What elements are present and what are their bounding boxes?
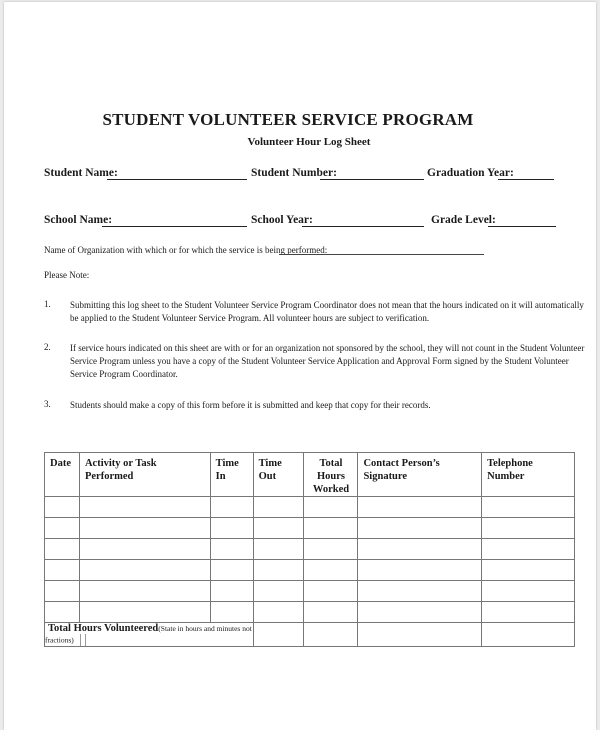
date-cell[interactable] xyxy=(45,581,80,602)
student-number-field[interactable] xyxy=(320,167,424,180)
time-out-cell[interactable] xyxy=(253,602,303,623)
page-title: STUDENT VOLUNTEER SERVICE PROGRAM xyxy=(102,110,474,129)
signature-cell[interactable] xyxy=(358,539,482,560)
school-name-field[interactable] xyxy=(102,214,247,227)
graduation-year-label: Graduation Year: xyxy=(427,167,514,179)
column-header: Telephone Number xyxy=(482,453,575,497)
table-row xyxy=(45,497,575,518)
total-hours-value-cell[interactable] xyxy=(303,623,358,647)
telephone-cell[interactable] xyxy=(482,602,575,623)
telephone-cell[interactable] xyxy=(482,497,575,518)
telephone-cell[interactable] xyxy=(482,518,575,539)
column-header: Date xyxy=(45,453,80,497)
student-name-field[interactable] xyxy=(107,167,247,180)
divider xyxy=(80,634,81,646)
notes-heading: Please Note: xyxy=(44,270,90,280)
school-year-label: School Year: xyxy=(251,214,313,226)
note-text: Students should make a copy of this form before it is submitted and keep that copy for their records. xyxy=(70,400,431,410)
total-hours-row xyxy=(45,623,575,647)
note-text: Submitting this log sheet to the Student Volunteer Service Program Coordinator does not mean that the hours indicated on it will automatically be applied to the Student Volunteer Service Program. All volunteer hours are subject to verification. xyxy=(70,300,584,323)
table-row xyxy=(45,560,575,581)
date-cell[interactable] xyxy=(45,560,80,581)
signature-cell[interactable] xyxy=(358,560,482,581)
column-header: Contact Person’s Signature xyxy=(358,453,482,497)
total-time-out-cell[interactable] xyxy=(253,623,303,647)
activity-cell[interactable] xyxy=(79,602,210,623)
log-sheet-page xyxy=(4,2,596,730)
activity-cell[interactable] xyxy=(79,497,210,518)
activity-cell[interactable] xyxy=(79,581,210,602)
column-header: Time In xyxy=(210,453,253,497)
total-hours-cell[interactable] xyxy=(303,539,358,560)
student-number-label: Student Number: xyxy=(251,167,337,179)
volunteer-log-table xyxy=(44,452,575,647)
time-in-cell[interactable] xyxy=(210,581,253,602)
time-in-cell[interactable] xyxy=(210,602,253,623)
total-hours-cell[interactable] xyxy=(303,518,358,539)
table-row xyxy=(45,539,575,560)
time-out-cell[interactable] xyxy=(253,518,303,539)
note-text: If service hours indicated on this sheet are with or for an organization not sponsored by the school, they will not count in the Student Volunteer Service Program unless you have a copy of the Student Volunteer Service Application and Approval Form signed by the Student Volunteer Service Program Coordinator. xyxy=(70,343,585,379)
time-in-cell[interactable] xyxy=(210,560,253,581)
organization-label: Name of Organization with which or for which the service is being performed: xyxy=(44,245,328,255)
note-number: 2. xyxy=(44,342,51,352)
time-out-cell[interactable] xyxy=(253,581,303,602)
page-subtitle: Volunteer Hour Log Sheet xyxy=(247,136,371,148)
time-in-cell[interactable] xyxy=(210,518,253,539)
total-hours-label: Total Hours Volunteered xyxy=(48,623,159,634)
activity-cell[interactable] xyxy=(79,539,210,560)
signature-cell[interactable] xyxy=(358,497,482,518)
total-signature-cell[interactable] xyxy=(358,623,482,647)
telephone-cell[interactable] xyxy=(482,560,575,581)
table-header-row xyxy=(45,453,575,497)
total-hours-cell[interactable] xyxy=(303,497,358,518)
signature-cell[interactable] xyxy=(358,602,482,623)
note-number: 3. xyxy=(44,399,51,409)
telephone-cell[interactable] xyxy=(482,581,575,602)
total-hours-cell[interactable] xyxy=(303,602,358,623)
column-header: Time Out xyxy=(253,453,303,497)
time-out-cell[interactable] xyxy=(253,560,303,581)
table-row xyxy=(45,602,575,623)
total-hours-cell[interactable] xyxy=(303,560,358,581)
total-hours-note: (State in hours and minutes not fractions) xyxy=(45,624,252,645)
signature-cell[interactable] xyxy=(358,518,482,539)
date-cell[interactable] xyxy=(45,539,80,560)
table-row xyxy=(45,518,575,539)
activity-cell[interactable] xyxy=(79,560,210,581)
date-cell[interactable] xyxy=(45,497,80,518)
date-cell[interactable] xyxy=(45,602,80,623)
column-header: Activity or Task Performed xyxy=(79,453,210,497)
grade-level-label: Grade Level: xyxy=(431,214,496,226)
grade-level-field[interactable] xyxy=(488,214,556,227)
organization-field[interactable] xyxy=(279,245,484,255)
student-name-label: Student Name: xyxy=(44,167,118,179)
total-hours-label-cell xyxy=(45,623,254,647)
school-year-field[interactable] xyxy=(302,214,424,227)
time-in-cell[interactable] xyxy=(210,497,253,518)
time-out-cell[interactable] xyxy=(253,539,303,560)
school-name-label: School Name: xyxy=(44,214,113,226)
date-cell[interactable] xyxy=(45,518,80,539)
total-telephone-cell[interactable] xyxy=(482,623,575,647)
table-row xyxy=(45,581,575,602)
telephone-cell[interactable] xyxy=(482,539,575,560)
column-header: Total Hours Worked xyxy=(303,453,358,497)
note-number: 1. xyxy=(44,299,51,309)
total-hours-cell[interactable] xyxy=(303,581,358,602)
graduation-year-field[interactable] xyxy=(498,167,554,180)
time-out-cell[interactable] xyxy=(253,497,303,518)
signature-cell[interactable] xyxy=(358,581,482,602)
divider xyxy=(85,634,86,646)
time-in-cell[interactable] xyxy=(210,539,253,560)
activity-cell[interactable] xyxy=(79,518,210,539)
